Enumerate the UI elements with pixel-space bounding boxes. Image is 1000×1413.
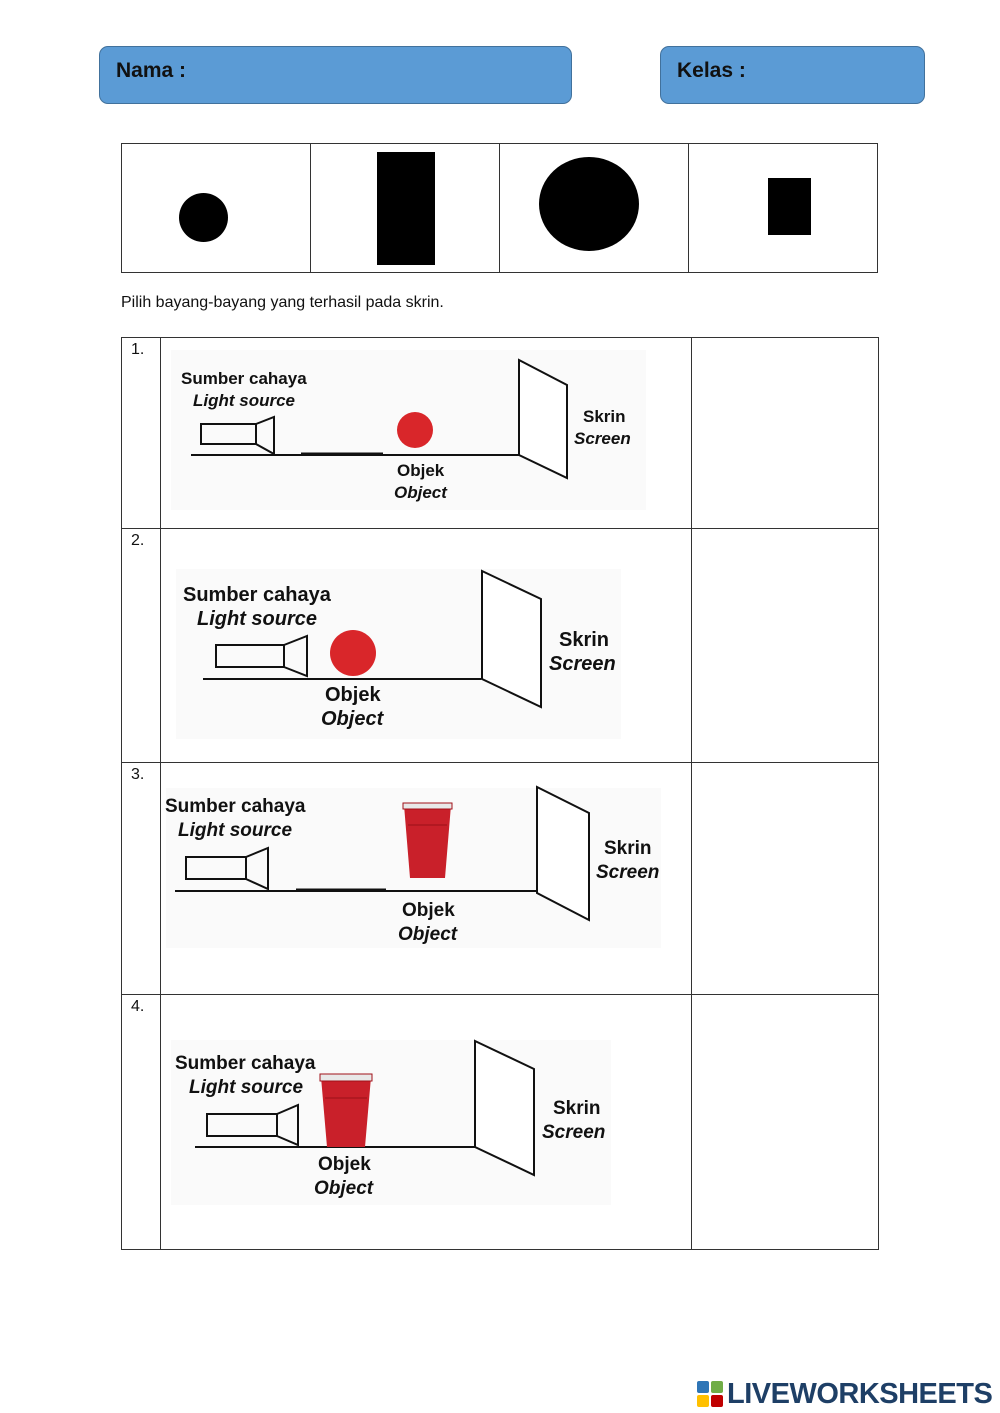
source-label-en: Light source (197, 608, 318, 630)
question-diagram (161, 338, 692, 529)
liveworksheets-logo (697, 1378, 992, 1410)
screen-label-ms: Skrin (583, 407, 626, 426)
question-diagram (161, 995, 692, 1250)
source-label-ms: Sumber cahaya (175, 1053, 316, 1074)
source-label-ms: Sumber cahaya (183, 584, 331, 606)
object-label-ms: Objek (397, 461, 445, 480)
tall-rectangle-shape (377, 152, 435, 265)
object-label-ms: Objek (325, 684, 381, 706)
answer-drop-zone[interactable] (692, 529, 879, 763)
answer-drop-zone[interactable] (692, 763, 879, 995)
question-number: 4. (122, 995, 161, 1250)
screen-label-ms: Skrin (559, 629, 610, 651)
object-label-ms: Objek (402, 900, 455, 921)
diagram-svg (161, 763, 691, 993)
cup-icon (403, 803, 452, 878)
screen-label-en: Screen (549, 653, 616, 675)
diagram-svg (161, 995, 691, 1248)
ball-icon (330, 630, 376, 676)
class-label: Kelas : (677, 59, 746, 82)
option-large-circle[interactable] (500, 144, 689, 273)
class-field[interactable] (660, 46, 925, 104)
object-label-en: Object (394, 483, 447, 502)
logo-grid-icon (697, 1381, 723, 1407)
cup-icon (320, 1074, 372, 1147)
screen-label-en: Screen (542, 1122, 606, 1143)
shadow-options-table (121, 143, 878, 273)
question-row (122, 995, 879, 1250)
question-diagram (161, 529, 692, 763)
answer-drop-zone[interactable] (692, 338, 879, 529)
brand-name: LIVEWORKSHEETS (727, 1377, 993, 1410)
screen-label-ms: Skrin (604, 838, 652, 859)
question-diagram (161, 763, 692, 995)
small-circle-shape (179, 193, 228, 242)
name-label: Nama : (116, 59, 187, 82)
answer-drop-zone[interactable] (692, 995, 879, 1250)
question-row (122, 338, 879, 529)
option-small-circle[interactable] (122, 144, 311, 273)
name-field[interactable] (99, 46, 572, 104)
source-label-en: Light source (178, 820, 293, 841)
questions-table (121, 337, 879, 1250)
source-label-ms: Sumber cahaya (165, 796, 306, 817)
source-label-en: Light source (189, 1077, 304, 1098)
screen-label-ms: Skrin (553, 1098, 601, 1119)
diagram-svg (161, 338, 691, 527)
source-label-en: Light source (193, 391, 296, 410)
question-row (122, 529, 879, 763)
question-number: 1. (122, 338, 161, 529)
question-number: 3. (122, 763, 161, 995)
object-label-ms: Objek (318, 1154, 371, 1175)
screen-label-en: Screen (596, 862, 660, 883)
object-label-en: Object (398, 924, 458, 945)
question-number: 2. (122, 529, 161, 763)
large-circle-shape (539, 157, 639, 251)
object-label-en: Object (314, 1178, 374, 1199)
small-rectangle-shape (768, 178, 811, 235)
question-row (122, 763, 879, 995)
option-small-rectangle[interactable] (689, 144, 878, 273)
screen-label-en: Screen (574, 429, 631, 448)
option-tall-rectangle[interactable] (311, 144, 500, 273)
ball-icon (397, 412, 433, 448)
diagram-svg (161, 529, 691, 761)
instruction-text: Pilih bayang-bayang yang terhasil pada skrin. (121, 294, 444, 311)
object-label-en: Object (321, 708, 384, 730)
source-label-ms: Sumber cahaya (181, 369, 307, 388)
